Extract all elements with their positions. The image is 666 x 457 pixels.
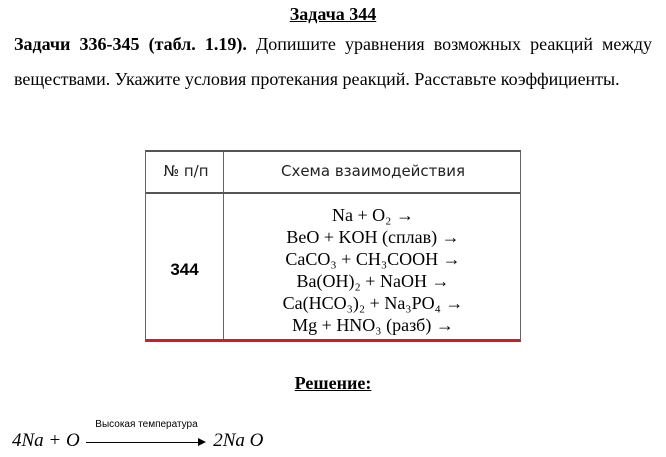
arrow-head-icon bbox=[198, 438, 206, 446]
arrow-line bbox=[86, 442, 200, 443]
task-title: Задача 344 bbox=[289, 4, 377, 24]
row-number: 344 bbox=[170, 260, 199, 279]
task-statement bbox=[14, 27, 652, 97]
reaction-table bbox=[145, 150, 521, 342]
reaction-arrow bbox=[86, 418, 206, 449]
solution-title: Решение: bbox=[294, 373, 372, 393]
reaction-item: Na + O₂ → bbox=[332, 205, 414, 225]
reaction-item: CaCO₃ + CH₃COOH → bbox=[285, 249, 461, 269]
equation-reactants: 4Na + O bbox=[12, 430, 80, 451]
reaction-item: BeO + KOH (сплав) → bbox=[286, 227, 460, 247]
equation-products: 2Na O bbox=[213, 430, 264, 451]
task-range-label: Задачи 336-345 (табл. 1.19). bbox=[14, 34, 247, 54]
column-header-number: № п/п bbox=[163, 162, 209, 180]
reaction-item: Mg + HNO₃ (разб) → bbox=[292, 315, 454, 335]
reaction-list bbox=[224, 204, 522, 336]
column-header-scheme: Схема взаимодействия bbox=[280, 162, 466, 180]
header-divider bbox=[146, 192, 520, 194]
reaction-condition: Высокая температура bbox=[95, 418, 198, 430]
task-instructions: Допишите уравнения возможных реакций между веществами. Укажите условия протекания реакций. Расставьте коэффициенты. bbox=[14, 34, 653, 89]
reaction-item: Ba(OH)₂ + NaOH → bbox=[296, 271, 450, 291]
reaction-item: Ca(HCO₃)₂ + Na₃PO₄ → bbox=[282, 293, 464, 313]
reaction-equation bbox=[12, 418, 264, 452]
